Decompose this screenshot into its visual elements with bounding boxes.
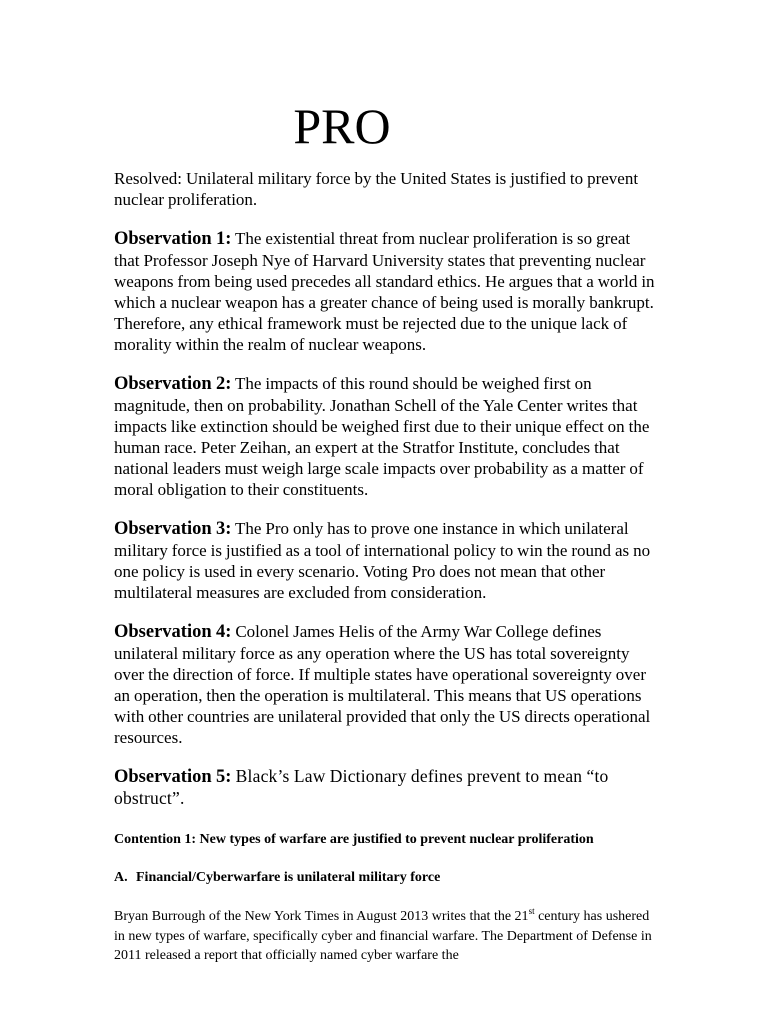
document-body (114, 168, 659, 966)
observation-5 (114, 766, 659, 809)
body-paragraph (114, 907, 662, 966)
observation-text: The impacts of this round should be weighed first on magnitude, then on probability. Jonathan Schell of the Yale Center writes that impacts like extinction should be weighed first due to their unique effect on the human race. Peter Zeihan, an expert at the Stratfor Institute, concludes that national leaders must weigh large scale impacts over probability as a matter of moral obligation to their constituents. (114, 374, 650, 499)
observation-label: Observation 3: (114, 519, 232, 539)
body-text-part2: century has ushered in new types of warfare, specifically cyber and financial warfare. The Department of Defense in 2011 released a report that officially named cyber warfare the (114, 909, 652, 963)
ordinal-superscript: st (528, 906, 535, 916)
observation-label: Observation 1: (114, 229, 232, 249)
subpoint-text: Financial/Cyberwarfare is unilateral military force (136, 870, 441, 885)
contention-heading: Contention 1: New types of warfare are justified to prevent nuclear proliferation (114, 832, 594, 847)
observation-label: Observation 4: (114, 622, 232, 642)
observation-text: The existential threat from nuclear proliferation is so great that Professor Joseph Nye of Harvard University states that preventing nuclear weapons from being used precedes all standard ethics. He argues that a world in which a nuclear weapon has a greater chance of being used is morally bankrupt. Therefore, any ethical framework must be rejected due to the unique lack of morality within the realm of nuclear weapons. (114, 229, 655, 354)
observation-1 (114, 228, 659, 355)
observation-2 (114, 373, 659, 500)
observation-text: Black’s Law Dictionary defines prevent to mean “to obstruct”. (114, 766, 609, 808)
observation-4 (114, 621, 659, 748)
observation-3 (114, 518, 659, 603)
observation-label: Observation 5: (114, 767, 232, 787)
document-title: PRO (293, 98, 391, 154)
subpoint-marker: A. (114, 870, 128, 885)
resolution-text: Resolved: Unilateral military force by the United States is justified to prevent nuclear proliferation. (114, 169, 639, 209)
observation-label: Observation 2: (114, 374, 232, 394)
observation-text: Colonel James Helis of the Army War College defines unilateral military force as any operation where the US has total sovereignty over the direction of force. If multiple states have operational sovereignty over an operation, then the operation is multilateral. This means that US operations with other countries are unilateral provided that only the US directs operational resources. (114, 622, 651, 747)
body-text-part1: Bryan Burrough of the New York Times in August 2013 writes that the 21 (114, 909, 529, 924)
observation-text: The Pro only has to prove one instance in which unilateral military force is justified as a tool of international policy to win the round as no one policy is used in every scenario. Voting Pro does not mean that other multilateral measures are excluded from consideration. (114, 519, 651, 602)
subpoint-heading (114, 869, 659, 887)
